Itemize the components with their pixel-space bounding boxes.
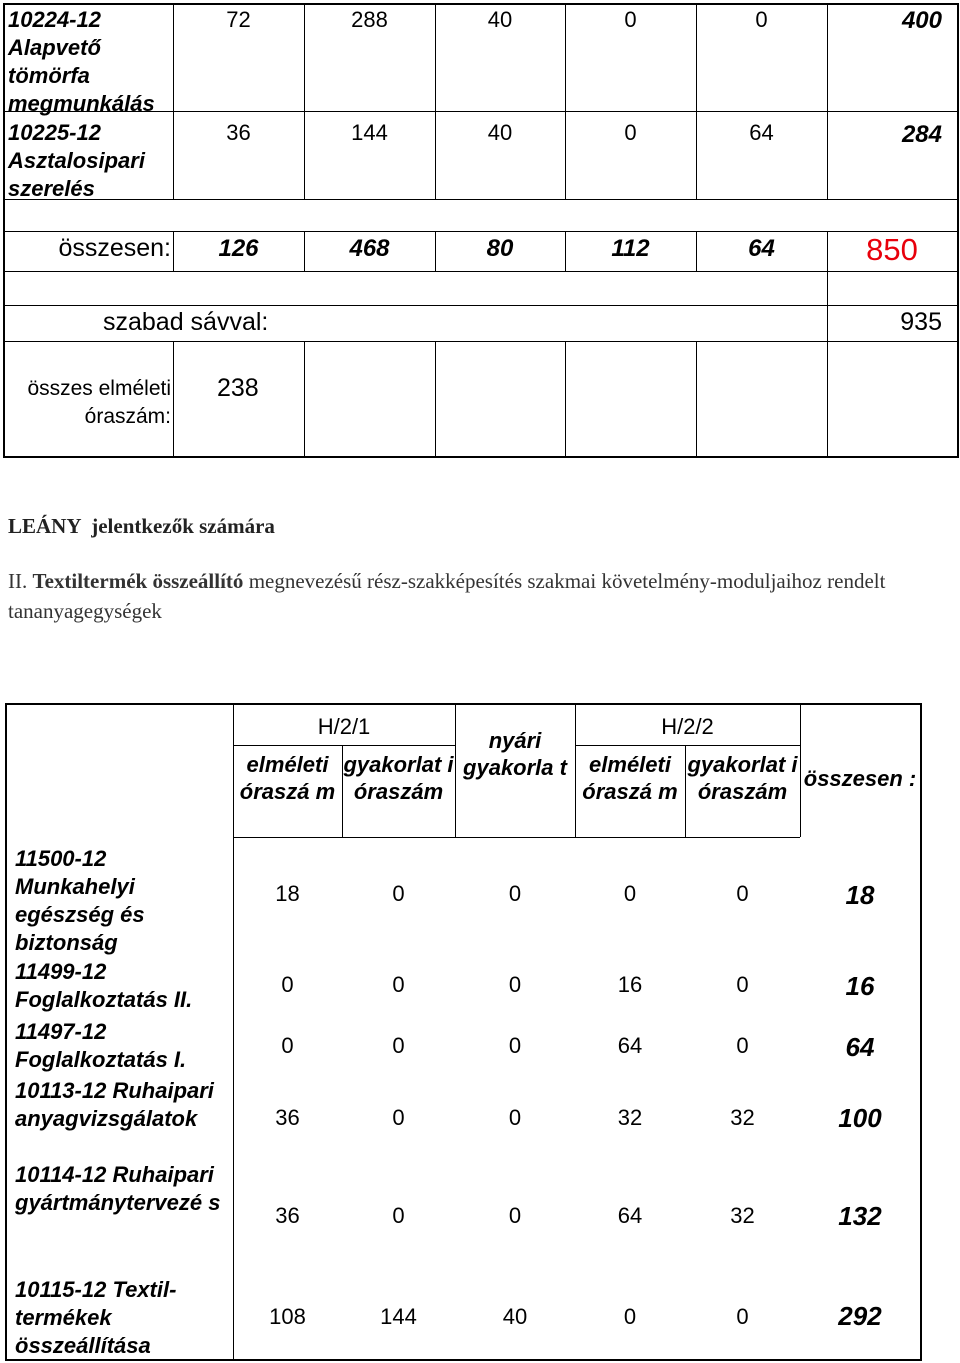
- sum-value: 468: [349, 235, 390, 262]
- header-summer-practice: nyári gyakorla t: [463, 728, 567, 780]
- row-total: 132: [838, 1201, 882, 1231]
- hours-value: 0: [392, 1105, 405, 1130]
- header-theory-hours-1: elméleti óraszá m: [239, 752, 336, 804]
- row-total: 18: [845, 880, 875, 910]
- theory-hours-label: összes elméleti óraszám:: [27, 377, 171, 428]
- hours-value: 0: [736, 881, 749, 906]
- hours-value: 0: [281, 972, 294, 997]
- row-total: 292: [838, 1301, 882, 1331]
- hours-value: 0: [736, 1033, 749, 1058]
- hours-value: 18: [275, 881, 300, 906]
- hours-value: 0: [623, 1304, 637, 1329]
- sum-label: összesen:: [58, 234, 171, 262]
- sum-value: 80: [486, 235, 514, 262]
- hours-value: 144: [380, 1304, 417, 1329]
- sum-value: 64: [748, 235, 775, 262]
- hours-value: 0: [508, 1105, 522, 1130]
- hours-value: 32: [617, 1105, 643, 1130]
- section-title-bold: Textiltermék összeállító: [32, 569, 244, 593]
- header-total: összesen :: [803, 766, 917, 791]
- row-total: 400: [901, 7, 942, 34]
- hours-value: 0: [755, 7, 768, 32]
- hours-value: 0: [508, 1033, 522, 1058]
- hours-value: 0: [736, 972, 749, 997]
- theory-hours-value: 238: [217, 374, 259, 402]
- section-roman: II.: [8, 569, 28, 593]
- hours-value: 40: [487, 7, 513, 32]
- free-band-label: szabad sávval:: [103, 308, 269, 336]
- hours-value: 40: [487, 120, 513, 145]
- hours-value: 32: [730, 1105, 755, 1130]
- section-title: [8, 566, 888, 626]
- hours-value: 36: [275, 1105, 300, 1130]
- hours-value: 0: [392, 881, 405, 906]
- header-h21: H/2/1: [317, 714, 371, 739]
- module-label: 10115-12 Textil-termékek összeállítása: [15, 1277, 177, 1358]
- hours-value: 144: [351, 120, 388, 145]
- hours-value: 0: [392, 1203, 405, 1228]
- hours-value: 0: [624, 120, 637, 145]
- hours-value: 72: [226, 7, 251, 32]
- hours-value: 0: [736, 1304, 749, 1329]
- sum-value: 112: [611, 235, 650, 262]
- sum-value: 126: [218, 235, 259, 262]
- hours-value: 32: [730, 1203, 755, 1228]
- header-h22: H/2/2: [661, 714, 714, 739]
- hours-value: 64: [617, 1203, 643, 1228]
- hours-value: 36: [226, 120, 251, 145]
- module-label: 11497-12 Foglalkoztatás I.: [15, 1019, 187, 1072]
- section-heading: LEÁNY jelentkezők számára: [8, 514, 275, 538]
- hours-value: 0: [508, 881, 522, 906]
- module-hours-table-top: [3, 3, 959, 458]
- row-total: 100: [838, 1103, 882, 1133]
- hours-value: 0: [392, 972, 405, 997]
- free-band-total: 935: [900, 308, 942, 336]
- header-theory-hours-2: elméleti óraszá m: [582, 752, 678, 804]
- row-total: 64: [845, 1032, 875, 1062]
- hours-value: 0: [508, 1203, 522, 1228]
- hours-value: 288: [351, 7, 388, 32]
- module-hours-table-girls: [5, 703, 922, 1361]
- hours-value: 16: [617, 972, 643, 997]
- row-total: 284: [901, 121, 942, 148]
- header-practice-hours-1: gyakorlat i óraszám: [343, 752, 454, 804]
- hours-value: 0: [623, 881, 637, 906]
- hours-value: 40: [502, 1304, 528, 1329]
- section-title-rest: megnevezésű rész-szakképesítés szakmai követelmény-moduljaihoz rendelt tananyagegységek: [8, 569, 886, 623]
- hours-value: 0: [508, 972, 522, 997]
- module-label: 11500-12 Munkahelyi egészség és biztonság: [15, 846, 145, 955]
- hours-value: 0: [392, 1033, 405, 1058]
- header-practice-hours-2: gyakorlat i óraszám: [687, 752, 798, 804]
- module-label: 10114-12 Ruhaipari gyártmánytervezé s: [15, 1162, 221, 1215]
- hours-value: 64: [749, 120, 774, 145]
- hours-value: 0: [281, 1033, 294, 1058]
- hours-value: 0: [624, 7, 637, 32]
- grand-total: 850: [866, 232, 918, 267]
- module-label: 10225-12 Asztalosipari szerelés: [8, 120, 145, 201]
- module-label: 11499-12 Foglalkoztatás II.: [15, 959, 193, 1012]
- hours-value: 64: [617, 1033, 643, 1058]
- hours-value: 108: [269, 1304, 306, 1329]
- hours-value: 36: [275, 1203, 300, 1228]
- module-label: 10224-12 Alapvető tömörfa megmunkálás: [8, 7, 155, 116]
- row-total: 16: [845, 971, 875, 1001]
- module-label: 10113-12 Ruhaipari anyagvizsgálatok: [15, 1078, 214, 1131]
